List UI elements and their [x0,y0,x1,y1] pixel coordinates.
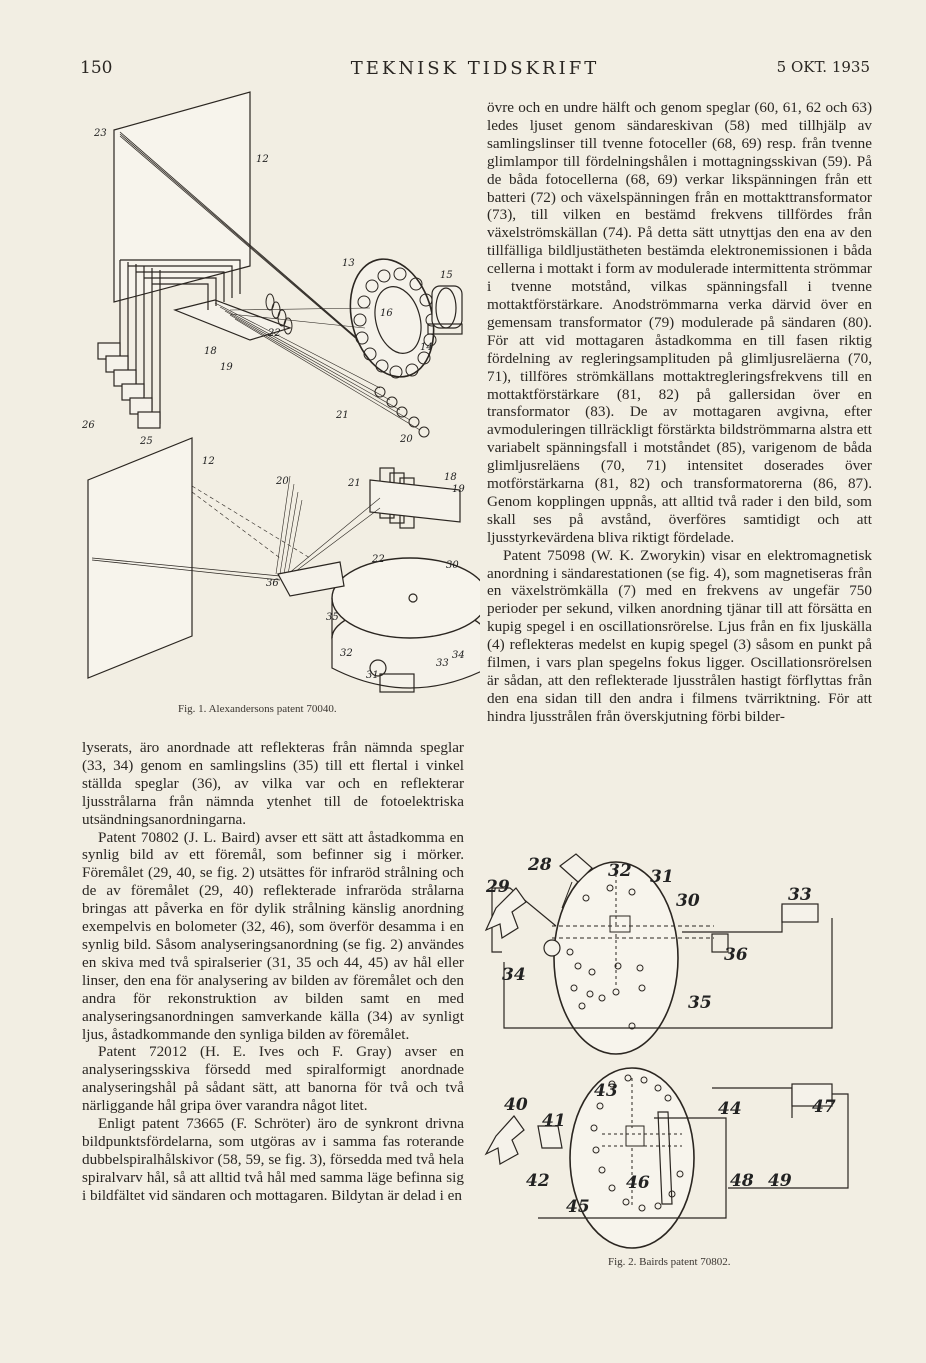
figure-2-caption: Fig. 2. Bairds patent 70802. [608,1256,731,1268]
fig1-label: 15 [440,270,453,281]
fig1-label: 18 [204,346,217,357]
fig1-label: 13 [342,258,355,269]
fig1-label: 31 [366,670,379,681]
paragraph: Patent 70802 (J. L. Baird) avser ett sätt att åstadkomma en synlig bild av ett föremål, som befinner sig i mörker. Föremålet (29, 40, se fig. 2) utsättes för infraröd strålning och de av föremålet (29, 40) reflekterade infraröda strålarna bringas att påverka en för dylik strålning känslig anordning exempelvis en bolometer (32, 46), som överför desamma i en synlig bild. Såsom analyseringsanordning (se fig. 2) användes en skiva med två spiralserier (31, 35 och 44, 45) av hål eller linser, den ena för analysering av bilden av föremålet och den andra för rekonstruktion av bilden samt en med analyseringsanordningen samverkande källa (34) av synligt ljus, åstadkommande den synliga bilden av föremålet. [82,828,464,1043]
fig1-label: 18 [444,472,457,483]
fig1-label: 12 [202,456,215,467]
journal-title: TEKNISK TIDSKRIFT [350,58,600,79]
fig1-label: 34 [452,650,465,661]
fig2-label: 35 [688,993,712,1013]
paragraph: lyserats, äro anordnade att reflekteras från nämnda speglar (33, 34) genom en samlingslins (35) till ett flertal i vinkel ställda speglar (36), av vilka var och en reflekterar ljusstrålarna från nämnda ytenhet till de fotoelektriska utsändningsanordningarna. [82,739,464,828]
paragraph: övre och en undre hälft och genom speglar (60, 61, 62 och 63) ledes ljuset genom sändareskivan (58) med tillhjälp av samlingslinser till tvenne fotoceller (68, 69) resp. från tvenne glimlampor till fördelningshålen i mottagningsskivan (59). På de båda fotocellerna (68, 69) verkar likspänningen från ett batteri (72) och växelspänningen från en mottakttransformator (73), till vilken en bestämd frekvens tillfördes från växelströmskällan (74). På detta sätt utnyttjas den ena av den tillfälliga bildljustätheten bestämda elektronemissionen i båda cellerna i mottakt i form av modulerade intermittenta strömmar i tvenne motstånd, vilkas spänningsfall i tvenne mottaktförstärkare. Anodströmmarna verka därvid över en gemensam transformator (79) modulerade på sändaren (80). För att vid mottagaren åstadkomma en till fasen riktig fördelning av regleringsamplituden på glimljusreläerna (70, 71), tillföres strömkällans mottaktregleringsfrekvens till en mottaktförstärkare (81, 82) på gallersidan över en transformator (83). De av mottagaren avgivna, efter avmoduleringen tillräckligt förstärkta bildströmmarna alstra ett variabelt spänningsfall i motståndet (85), varigenom de båda glimljusreläens (70, 71) intensitet doserades över motförstärkarna (81, 82) och transformatorerna (86, 87). Genom kopplingen uppnås, att alltid två rader i den bild, som skall ses på avstånd, överföres samtidigt och att ljusstyrkevärdena bliva riktigt fördelade. [487,99,872,546]
fig1-label: 36 [266,578,279,589]
fig2-label: 42 [526,1171,550,1191]
fig1-label: 22 [268,328,281,339]
fig1-label: 32 [340,648,353,659]
fig1-label: 26 [82,420,95,431]
fig1-label: 21 [336,410,349,421]
figure-2 [482,848,872,1253]
fig1-label: 22 [372,554,385,565]
issue-date: 5 OKT. 1935 [776,58,870,76]
fig1-label: 12 [256,154,269,165]
fig1-label: 16 [380,308,393,319]
fig2-label: 43 [594,1081,618,1101]
fig1-label: 35 [326,612,339,623]
paragraph: Enligt patent 73665 (F. Schröter) äro de synkront drivna bildpunktsfördelarna, som utgöras av i samma fas roterande dubbelspiralhålskivor (58, 59, se fig. 3), försedda med två hela spiralvarv hål, så att alltid två hål med samma läge befinna sig i bildfältet vid sändaren och mottagaren. Bildytan är delad i en [82,1115,464,1204]
right-column-text [487,99,872,726]
fig2-label: 44 [718,1099,742,1119]
fig1-label: 25 [140,436,153,447]
figure-1-caption: Fig. 1. Alexandersons patent 70040. [178,703,337,715]
fig2-label: 36 [724,945,748,965]
fig2-label: 31 [650,867,674,887]
fig2-label: 45 [566,1197,590,1217]
fig1-label: 14 [420,342,433,353]
fig1-bottom-screen [88,438,192,678]
fig1-label: 23 [94,128,107,139]
fig2-label: 48 [730,1171,754,1191]
fig2-label: 34 [502,965,526,985]
fig2-label: 46 [626,1173,650,1193]
fig1-label: 20 [276,476,289,487]
fig1-label: 19 [452,484,465,495]
figure-1 [80,88,480,698]
fig2-label: 49 [768,1171,792,1191]
paragraph: Patent 75098 (W. K. Zworykin) visar en elektromagnetisk anordning i sändarestationen (se fig. 4), som magnetiseras från en växelströmkälla (7) med en frekvens av ungefär 750 perioder per sekund, vilken anordning tjänar till att försätta en kupig spegel i en oscillationsrörelse. Ljus från en fix ljuskälla (4) reflekteras medelst en kupig spegel (3) såsom en punkt på filmen, i vars plan spegelns fokus ligger. Oscillationsrörelsen är sådan, att den reflekterade ljusstrålen hastigt förflyttas från den ena sidan till den andra i filmens tvärriktning. För att hindra ljusstrålen från överskjutning förbi bilder- [487,546,872,725]
fig2-label: 32 [608,861,632,881]
fig1-label: 30 [446,560,459,571]
paragraph: Patent 72012 (H. E. Ives och F. Gray) avser en analyseringsskiva försedd med spiralformigt anordnade analyseringshål på sådant sätt, att banorna för två och två närliggande hål gripa över varandra något litet. [82,1043,464,1115]
page-header [80,58,870,82]
fig1-label: 21 [348,478,361,489]
fig2-label: 41 [542,1111,566,1131]
page-number: 150 [80,58,113,78]
left-column-text [82,739,464,1205]
fig2-label: 29 [486,877,510,897]
fig2-label: 33 [788,885,812,905]
fig2-lower-disk [570,1068,694,1248]
fig1-bottom-drum [332,558,480,692]
fig2-label: 40 [504,1095,528,1115]
fig2-label: 28 [528,855,552,875]
fig1-label: 19 [220,362,233,373]
fig2-label: 47 [812,1097,836,1117]
fig1-label: 20 [400,434,413,445]
fig1-label: 33 [436,658,449,669]
fig1-top-screen [114,92,250,302]
fig2-label: 30 [676,891,700,911]
